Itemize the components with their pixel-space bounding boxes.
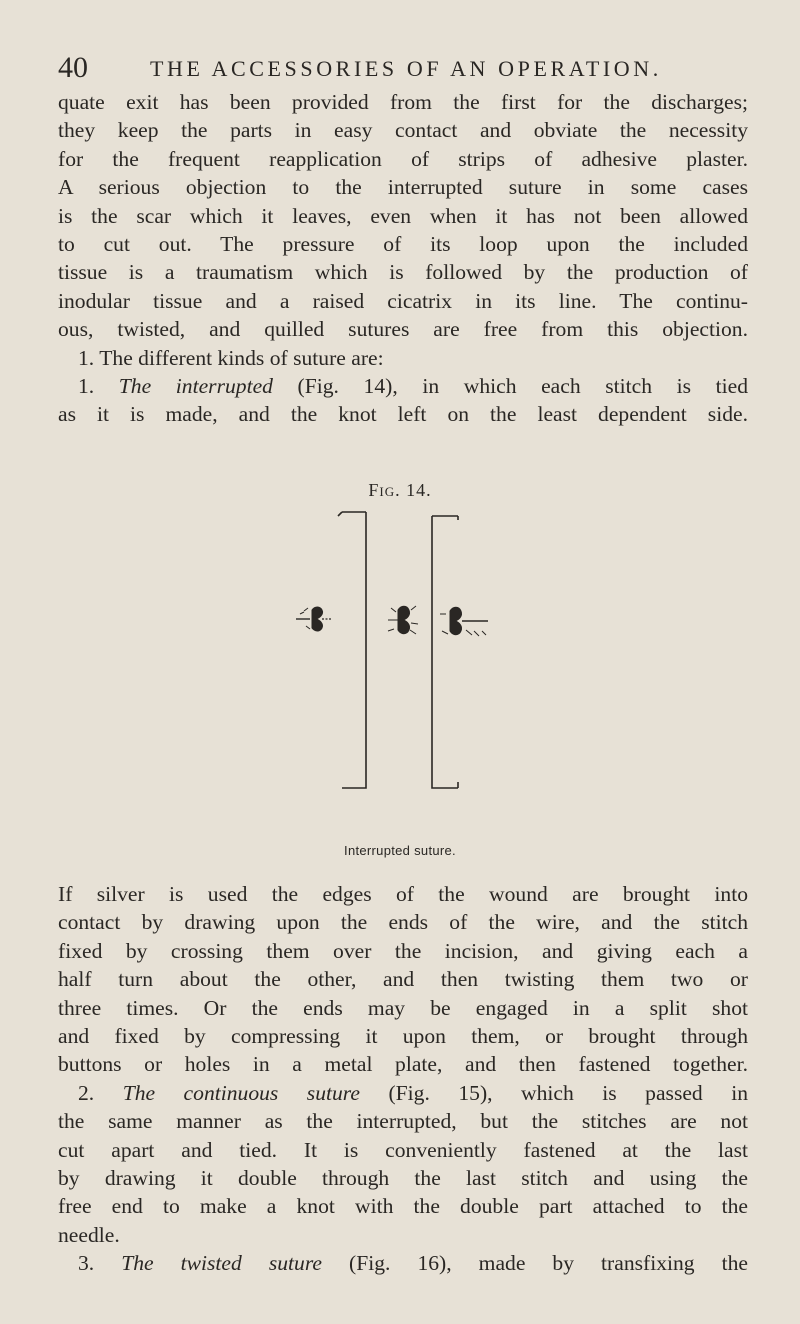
item-3-number: 3. bbox=[78, 1251, 122, 1276]
running-title: THE ACCESSORIES OF AN OPERATION. bbox=[150, 56, 662, 81]
text-line: half turn about the other, and then twisting them two or bbox=[58, 967, 748, 992]
text-line: inodular tissue and a raised cicatrix in its line. The continu- bbox=[58, 288, 748, 313]
text-line: If silver is used the edges of the wound are brought into bbox=[58, 882, 748, 906]
item-3-rest: (Fig. 16), made by transfixing the bbox=[322, 1251, 748, 1276]
item-3-title: The twisted suture bbox=[121, 1251, 323, 1276]
middle-stitch-knot-icon bbox=[388, 606, 418, 634]
text-line: ous, twisted, and quilled sutures are free from this objection. bbox=[58, 317, 748, 342]
text-line: fixed by crossing them over the incision, and giving each a bbox=[58, 938, 748, 963]
text-line: A serious objection to the interrupted suture in some cases bbox=[58, 175, 748, 200]
text-block-bottom bbox=[58, 880, 748, 1277]
figure-legend: Interrupted suture. bbox=[344, 843, 456, 858]
text-line: for the frequent reapplication of strips of adhesive plaster. bbox=[58, 146, 748, 171]
text-line: buttons or holes in a metal plate, and then fastened together. bbox=[58, 1052, 748, 1077]
text-block-top bbox=[58, 88, 748, 429]
item-2-rest: (Fig. 15), which is passed in bbox=[360, 1080, 749, 1105]
item-1-number: 1. bbox=[78, 373, 119, 398]
item-1-title: The interrupted bbox=[118, 373, 273, 398]
text-line: and fixed by compressing it upon them, or brought through bbox=[58, 1023, 748, 1048]
text-line: needle. bbox=[58, 1222, 120, 1247]
page-header bbox=[58, 50, 748, 90]
text-line: they keep the parts in easy contact and obviate the necessity bbox=[58, 118, 748, 143]
text-line: cut apart and tied. It is conveniently fastened at the last bbox=[58, 1137, 748, 1162]
item-1-rest: (Fig. 14), in which each stitch is tied bbox=[272, 373, 749, 398]
text-line: is the scar which it leaves, even when it has not been allowed bbox=[58, 203, 748, 228]
text-line: to cut out. The pressure of its loop upon the included bbox=[58, 231, 748, 256]
left-stitch-knot-icon bbox=[296, 607, 332, 631]
text-line: three times. Or the ends may be engaged in a split shot bbox=[58, 995, 748, 1020]
text-line: quate exit has been provided from the first for the discharges; bbox=[58, 90, 748, 114]
text-line: free end to make a knot with the double part attached to the bbox=[58, 1194, 748, 1219]
item-2-title: The continuous suture bbox=[122, 1080, 360, 1105]
text-line: 1. The different kinds of suture are: bbox=[78, 345, 384, 370]
text-line: contact by drawing upon the ends of the wire, and the stitch bbox=[58, 910, 748, 935]
interrupted-suture-figure bbox=[270, 498, 530, 838]
text-line: by drawing it double through the last stitch and using the bbox=[58, 1165, 748, 1190]
item-2-number: 2. bbox=[78, 1080, 123, 1105]
text-line: as it is made, and the knot left on the least dependent side. bbox=[58, 402, 748, 427]
text-line: the same manner as the interrupted, but the stitches are not bbox=[58, 1109, 748, 1134]
right-stitch-knot-icon bbox=[440, 607, 488, 636]
figure-caption: Fig. 14. bbox=[368, 480, 432, 500]
item-1-line bbox=[58, 372, 748, 400]
page-number: 40 bbox=[58, 51, 88, 84]
item-2-line bbox=[58, 1079, 748, 1107]
item-3-line bbox=[58, 1249, 748, 1277]
text-line: tissue is a traumatism which is followed by the production of bbox=[58, 260, 748, 285]
